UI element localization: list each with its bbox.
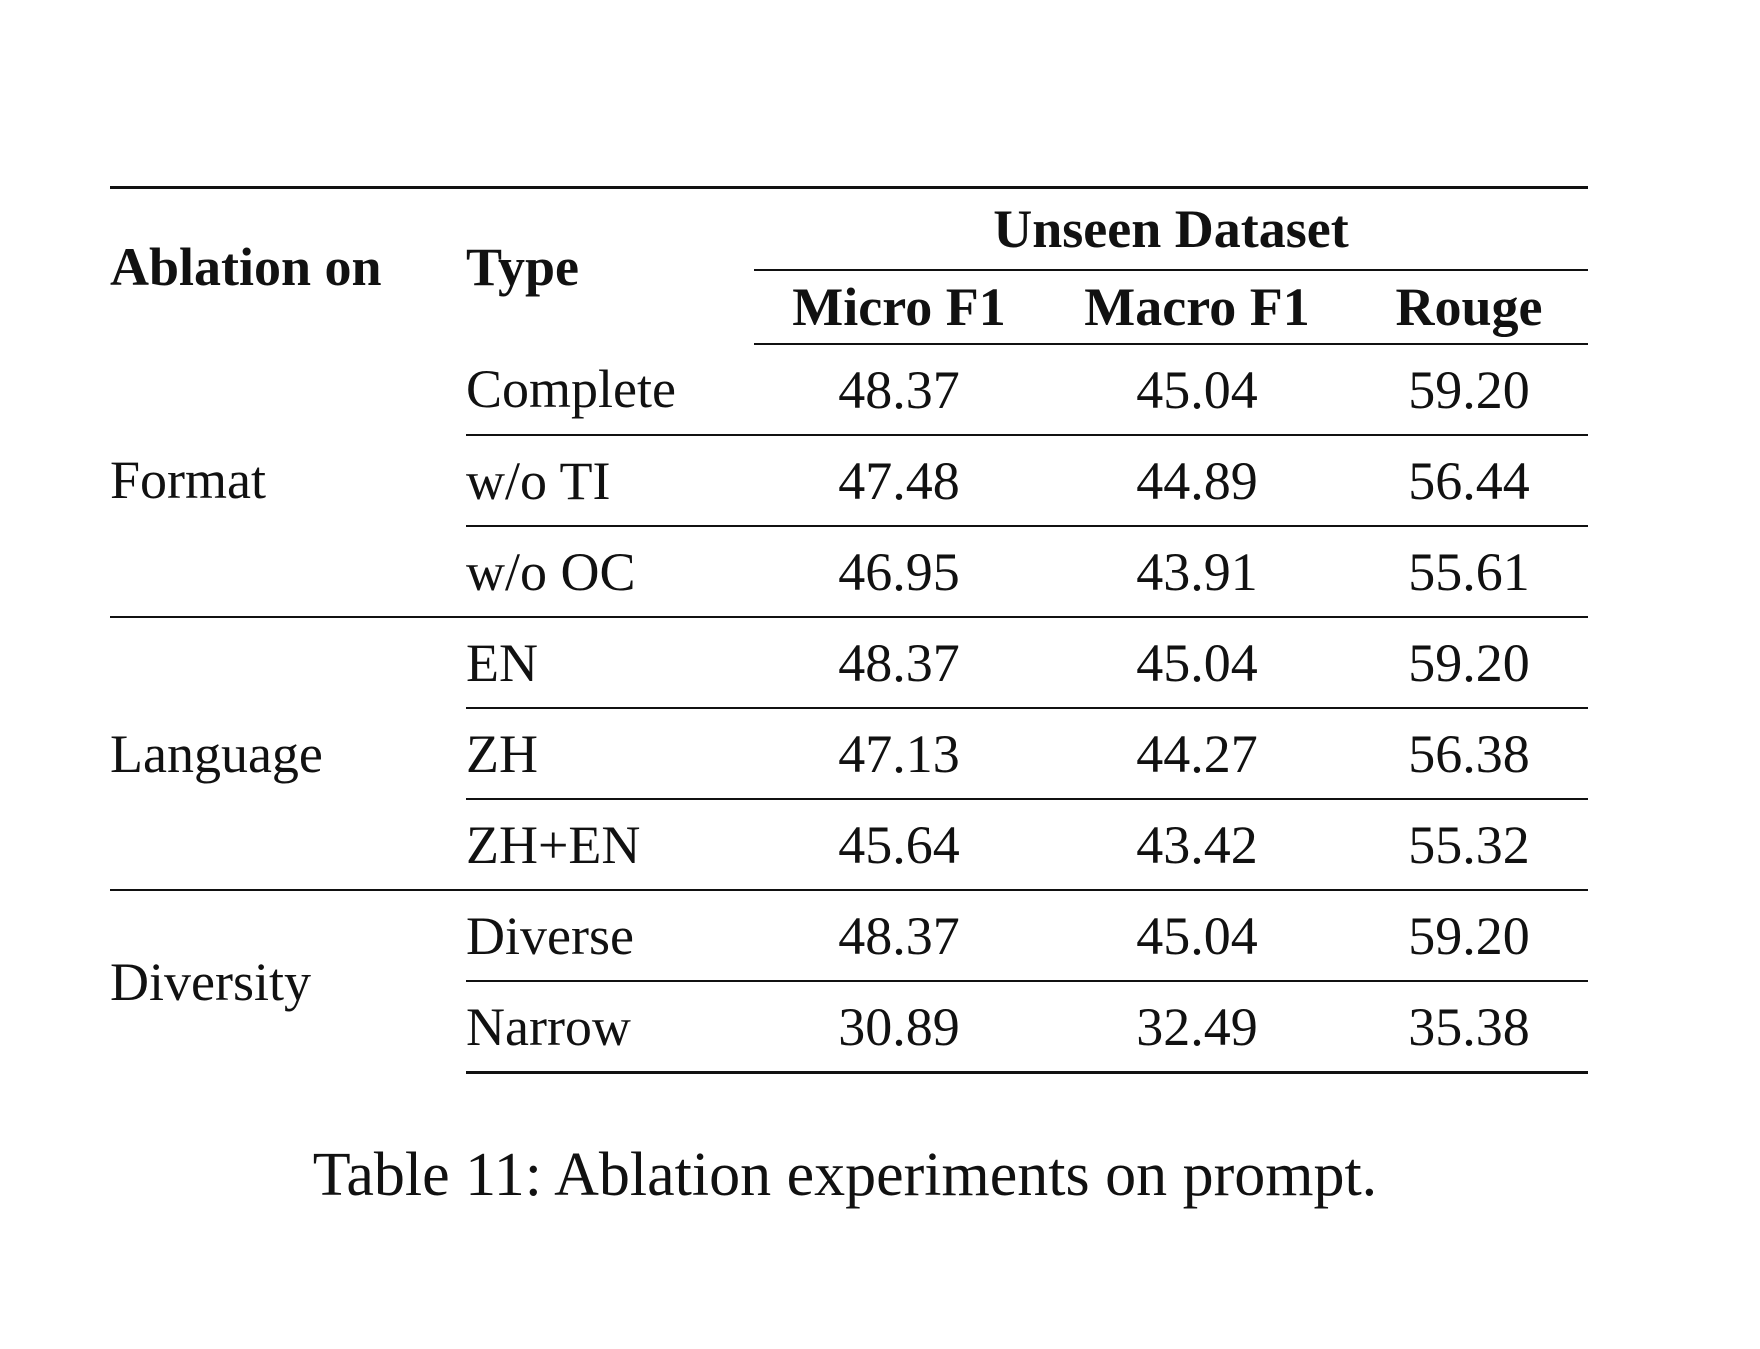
- micro-f1-cell: 46.95: [754, 526, 1044, 617]
- macro-f1-cell: 43.42: [1044, 799, 1350, 890]
- header-macro-f1: Macro F1: [1044, 270, 1350, 344]
- rouge-cell: 55.32: [1350, 799, 1588, 890]
- micro-f1-cell: 48.37: [754, 617, 1044, 708]
- macro-f1-cell: 44.89: [1044, 435, 1350, 526]
- table-row: [110, 890, 1588, 981]
- type-cell: Diverse: [466, 890, 754, 981]
- header-row-1: [110, 188, 1588, 271]
- macro-f1-cell: 44.27: [1044, 708, 1350, 799]
- header-type: Type: [466, 188, 754, 345]
- header-micro-f1: Micro F1: [754, 270, 1044, 344]
- macro-f1-cell: 45.04: [1136, 359, 1258, 420]
- macro-f1-cell: 32.49: [1044, 981, 1350, 1073]
- group-label-format: Format: [110, 450, 266, 510]
- table-caption: Table 11: Ablation experiments on prompt.: [312, 1141, 1378, 1209]
- ablation-results-table: [110, 186, 1588, 1074]
- micro-f1-cell: 48.37: [754, 890, 1044, 981]
- header-rouge: Rouge: [1350, 270, 1588, 344]
- rouge-cell: 56.44: [1350, 435, 1588, 526]
- rouge-cell: 35.38: [1350, 981, 1588, 1073]
- results-table-container: [110, 186, 1588, 1074]
- type-cell: w/o OC: [466, 526, 754, 617]
- micro-f1-cell: 47.48: [754, 435, 1044, 526]
- micro-f1-cell: 45.64: [754, 799, 1044, 890]
- rouge-cell: 59.20: [1350, 890, 1588, 981]
- micro-f1-cell: 30.89: [754, 981, 1044, 1073]
- rouge-cell: 55.61: [1350, 526, 1588, 617]
- type-cell: Complete: [466, 359, 676, 419]
- table-row: [110, 617, 1588, 708]
- macro-f1-cell: 45.04: [1044, 890, 1350, 981]
- rouge-cell: 59.20: [1350, 617, 1588, 708]
- macro-f1-cell: 45.04: [1044, 617, 1350, 708]
- type-cell: ZH+EN: [466, 799, 754, 890]
- rouge-cell: 56.38: [1350, 708, 1588, 799]
- header-unseen-dataset: Unseen Dataset: [754, 188, 1588, 271]
- type-cell: w/o TI: [466, 435, 754, 526]
- micro-f1-cell: 48.37: [838, 359, 960, 420]
- rouge-cell: 59.20: [1408, 359, 1530, 420]
- micro-f1-cell: 47.13: [754, 708, 1044, 799]
- type-cell: EN: [466, 617, 754, 708]
- group-label-diversity: Diversity: [110, 890, 466, 1073]
- type-cell: Narrow: [466, 981, 754, 1073]
- group-label-language: Language: [110, 617, 466, 890]
- table-row: [110, 344, 1588, 435]
- header-ablation-on: Ablation on: [110, 188, 466, 345]
- type-cell: ZH: [466, 708, 754, 799]
- macro-f1-cell: 43.91: [1044, 526, 1350, 617]
